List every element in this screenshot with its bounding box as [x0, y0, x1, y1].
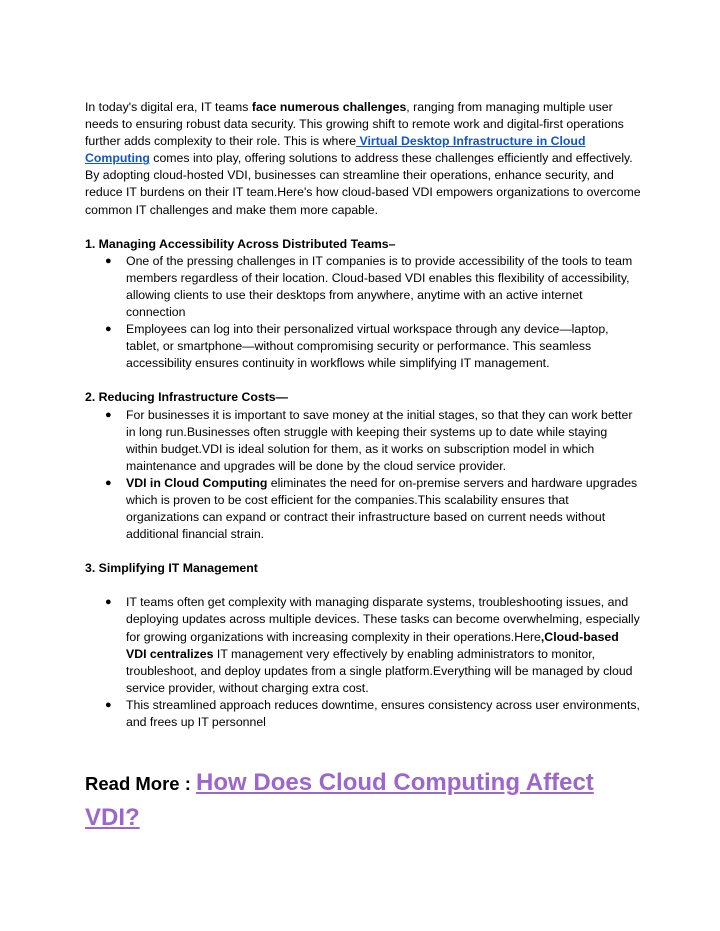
list-item [85, 697, 641, 731]
list-item [85, 475, 641, 543]
spacer [85, 577, 641, 594]
list-item [85, 321, 641, 372]
document-body [85, 99, 641, 748]
intro-paragraph [85, 99, 641, 219]
read-more [85, 766, 645, 836]
list-item-text-pre: IT teams often get complexity with managing disparate systems, troubleshooting issues, and deploying updates across multiple devices. These tasks can become overwhelming, especially for growing organizations with increasing complexity in their operations.Here [126, 595, 640, 644]
section-infrastructure-costs [85, 389, 641, 543]
intro-bold-phrase: face numerous challenges [251, 100, 407, 114]
list-item-bold: VDI in Cloud Computing [126, 475, 268, 490]
section-heading: 2. Reducing Infrastructure Costs— [85, 390, 288, 405]
bullet-list [85, 594, 641, 731]
read-more-label: Read More : [85, 773, 197, 794]
list-item [85, 407, 641, 475]
bullet-icon: ● [105, 476, 112, 489]
section-it-management [85, 560, 641, 731]
list-item-text: eliminates the need for on-premise servers and hardware upgrades which is proven to be cost efficient for the companies.This scalability ensures that organizations can expand or contract their infrastructure based on current needs without additional financial strain. [126, 475, 638, 542]
section-heading: 1. Managing Accessibility Across Distributed Teams– [85, 236, 396, 251]
vdi-cloud-computing-link[interactable]: Virtual Desktop Infrastructure in Cloud Computing [85, 134, 586, 166]
read-more-link[interactable]: How Does Cloud Computing Affect VDI? [85, 769, 594, 831]
list-item-text: This streamlined approach reduces downtime, ensures consistency across user environments, and frees up IT personnel [126, 697, 640, 729]
list-item-text: Employees can log into their personalized virtual workspace through any device—laptop, tablet, or smartphone—without compromising security or performance. This seamless accessibility ensures continuity in workflows while simplifying IT management. [126, 322, 609, 371]
intro-text-1: In today's digital era, IT teams [85, 100, 252, 114]
bullet-icon: ● [105, 323, 112, 336]
bullet-list [85, 407, 641, 544]
intro-text-3: comes into play, offering solutions to address these challenges efficiently and effectively. By adopting cloud-hosted VDI, businesses can streamline their operations, enhance security, and reduce IT burdens on their IT team.Here's how cloud-based VDI empowers organizations to overcome common IT challenges and make them more capable. [85, 151, 641, 217]
bullet-icon: ● [105, 596, 112, 609]
list-item-bold: ,Cloud-based VDI centralizes [126, 629, 619, 661]
list-item-text: One of the pressing challenges in IT companies is to provide accessibility of the tools to team members regardless of their location. Cloud-based VDI enables this flexibility of accessibility, allowing clients to use their desktops from anywhere, anytime with an active internet connection [126, 253, 633, 320]
bullet-list [85, 253, 641, 373]
section-heading: 3. Simplifying IT Management [85, 561, 258, 576]
intro-text-2: , ranging from managing multiple user needs to ensuring robust data security. This growing shift to remote work and digital-first operations further adds complexity to their role. This is where [85, 100, 624, 149]
list-item-text: For businesses it is important to save money at the initial stages, so that they can work better in long run.Businesses often struggle with keeping their systems up to date while staying within budget.VDI is ideal solution for them, as it works on subscription model in which maintenance and upgrades will be done by the cloud service provider. [126, 407, 633, 473]
list-item [85, 253, 641, 321]
bullet-icon: ● [105, 254, 112, 267]
bullet-icon: ● [105, 408, 112, 421]
bullet-icon: ● [105, 698, 112, 711]
list-item [85, 594, 641, 697]
section-accessibility [85, 236, 641, 373]
list-item-text: IT management very effectively by enabling administrators to monitor, troubleshoot, and deploy updates from a single platform.Everything will be managed by cloud service provider, without charging extra cost. [126, 646, 633, 695]
